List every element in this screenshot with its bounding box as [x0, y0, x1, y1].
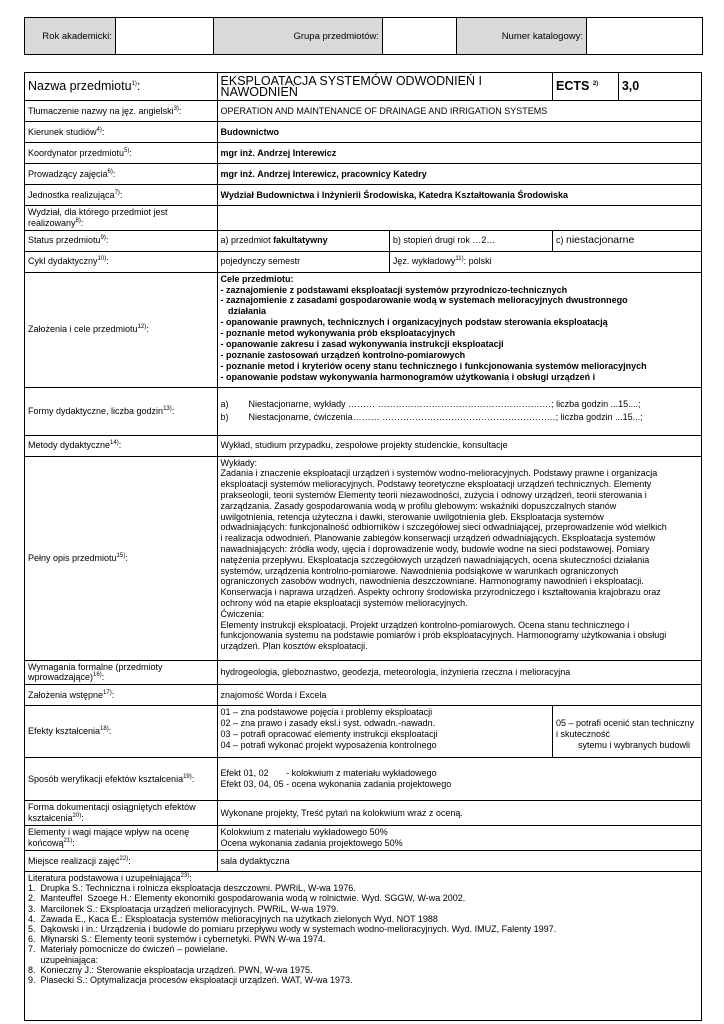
description-line: ograniczonych zasobów wodnych, nawodnienia deszczowniane. Harmonogramy nawodnień i eksploatacji. — [220, 576, 644, 587]
requirements-value: hydrogeologia, gleboznastwo, geodezja, meteorologia, inżynieria rzeczna i melioracyjna — [217, 660, 701, 685]
documentation-label: Forma dokumentacji osiągniętych efektów kształcenia$^{20)}$: — [25, 801, 218, 826]
place-row — [25, 851, 702, 872]
weights-row — [25, 826, 702, 851]
department-row — [25, 206, 702, 231]
goals-line: działania — [220, 306, 267, 317]
coordinator-row — [25, 143, 702, 164]
goals-line: - zaznajomienie z podstawami eksploatacji systemów przyrodniczo-technicznych — [220, 284, 568, 295]
course-name-row — [25, 73, 702, 101]
subject-group-field[interactable] — [383, 18, 457, 55]
literature-item: 3. Marcilonek S.: Eksploatacja urządzeń melioracyjnych. PWRiL, W-wa 1979. — [28, 903, 339, 914]
unit-value: Wydział Budownictwa i Inżynierii Środowiska, Katedra Kształtowania Środowiska — [217, 185, 701, 206]
forms-label: Formy dydaktyczne, liczba godzin$^{13)}$: — [25, 387, 218, 435]
status-c: c) niestacjonarne — [552, 230, 701, 251]
academic-year-field[interactable] — [116, 18, 214, 55]
translation-row — [25, 101, 702, 122]
literature-item: 7. Materiały pomocnicze do ćwiczeń – powielane. — [28, 944, 228, 955]
literature-item: 9. Piasecki S.: Optymalizacja procesów eksploatacji urządzeń. WAT, W-wa 1973. — [28, 975, 353, 986]
verification-line: Efekt 03, 04, 05 - ocena wykonania zadania projektowego — [220, 779, 452, 790]
department-label: Wydział, dla którego przedmiot jest realizowany$^{8)}$: — [25, 206, 218, 231]
description-row — [25, 456, 702, 660]
coordinator-label: Koordynator przedmiotu$^{5)}$: — [25, 143, 218, 164]
description-line: i realizacja odwodnień. Planowanie zabiegów konserwacji urządzeń odwadniających. Eksploatacja systemów — [220, 533, 656, 544]
ects-value: 3,0 — [618, 73, 701, 101]
cycle-label: Cykl dydaktyczny$^{10)}$: — [25, 251, 218, 272]
academic-year-label: Rok akademicki: — [25, 18, 116, 55]
cycle-row — [25, 251, 702, 272]
subject-group-label: Grupa przedmiotów: — [214, 18, 383, 55]
goals-label: Założenia i cele przedmiotu$^{12)}$: — [25, 272, 218, 387]
goals-value — [217, 272, 701, 387]
verification-row — [25, 758, 702, 801]
description-line: nawadniających: źródła wody, ujęcia i doprowadzenie wody, budowle wodne na sieci podstawowej. Pomiary — [220, 543, 650, 554]
forms-value — [217, 387, 701, 435]
literature-item: 1. Drupka S.: Techniczna i rolnicza eksploatacja deszczowni. PWRiL, W-wa 1976. — [28, 883, 356, 894]
course-form — [24, 72, 702, 1021]
effects-left — [217, 706, 552, 758]
literature-item: 4. Zawada E., Kaca E.: Eksploatacja systemów melioracyjnych na użytkach zielonych Wyd. NOT 1988 — [28, 913, 438, 924]
literature-item: uzupełniająca: — [28, 954, 99, 965]
status-a: a) przedmiot fakultatywny — [217, 230, 389, 251]
weight-line: Kolokwium z materiału wykładowego 50% — [220, 827, 388, 838]
goals-row — [25, 272, 702, 387]
literature-label: Literatura podstawowa i uzupełniająca$^{23)}$: — [28, 873, 192, 883]
translation-label: Tłumaczenie nazwy na jęz. angielski$^{3)}$: — [25, 101, 218, 122]
forms-b-text: Niestacjonarne, ćwiczenia……… ……………………………………………….…; liczba godzin ...15...; — [248, 412, 643, 423]
catalog-number-label: Numer katalogowy: — [457, 18, 587, 55]
description-line: Konserwacja i naprawa urządzeń. Aspekty ochrony środowiska przyrodniczego i kształtowania krajobrazu oraz — [220, 587, 661, 598]
status-row — [25, 230, 702, 251]
course-name-value: EKSPLOATACJA SYSTEMÓW ODWODNIEŃ I NAWODNIEŃ — [217, 73, 552, 101]
methods-value: Wykład, studium przypadku, zespołowe projekty studenckie, konsultacje — [217, 435, 701, 456]
header-table — [24, 17, 703, 55]
weights-value — [217, 826, 701, 851]
prereq-label: Założenia wstępne$^{17)}$: — [25, 685, 218, 706]
course-name-label: Nazwa przedmiotu$^{1)}$: — [25, 73, 218, 101]
forms-a-letter: a) — [220, 399, 229, 410]
effect-item: 03 – potrafi opracować elementy instrukcji eksploatacji — [220, 729, 438, 739]
description-line: uwilgotnienia, retencja użyteczna i dawki, sterowanie uwilgotnienia gleb. Eksploatacja systemów — [220, 511, 604, 522]
description-line: Zadania i znaczenie eksploatacji urządzeń i systemów wodno-melioracyjnych. Podstawy prawne i organizacja — [220, 468, 658, 479]
goals-line: - zaznajomienie z zasadami gospodarowanie wodą w systemach melioracyjnych dwustronnego — [220, 295, 628, 306]
description-line: Wykłady: — [220, 457, 257, 468]
literature-cell — [25, 872, 702, 1021]
literature-item: 5. Dąkowski i in.: Urządzenia i budowle do pomiaru przepływu wody w systemach wodno-melioracyjnych. Wyd. IMUZ, Falenty 1997. — [28, 924, 557, 935]
status-label: Status przedmiotu$^{9)}$: — [25, 230, 218, 251]
requirements-label: Wymagania formalne (przedmioty wprowadzające)$^{16)}$: — [25, 660, 218, 685]
unit-label: Jednostka realizująca$^{7)}$: — [25, 185, 218, 206]
prereq-value: znajomość Worda i Excela — [217, 685, 701, 706]
description-line: urządzeń. Plan kosztów eksploatacji. — [220, 641, 368, 652]
documentation-row — [25, 801, 702, 826]
verification-label: Sposób weryfikacji efektów kształcenia$^{19)}$: — [25, 758, 218, 801]
weights-label: Elementy i wagi mające wpływ na ocenę końcową$^{21)}$: — [25, 826, 218, 851]
methods-label: Metody dydaktyczne$^{14)}$: — [25, 435, 218, 456]
goals-line: - opanowanie prawnych, technicznych i organizacyjnych podstaw sterowania eksploatacją — [220, 317, 608, 328]
field-value: Budownictwo — [217, 122, 701, 143]
forms-b-letter: b) — [220, 412, 229, 423]
forms-row — [25, 387, 702, 435]
literature-item: 6. Młynarski S.: Elementy teorii systemów i cybernetyki. PWN W-wa 1974. — [28, 934, 326, 945]
status-b: b) stopień drugi rok …2… — [389, 230, 552, 251]
effects-right — [552, 706, 701, 758]
place-value: sala dydaktyczna — [217, 851, 701, 872]
description-line: zarządzania. Zasady gospodarowania wodą w profilu glebowym: wskaźniki dopuszczalnych stanów — [220, 500, 617, 511]
weight-line: Ocena wykonania zadania projektowego 50% — [220, 838, 403, 849]
goals-line: - poznanie metod i kryteriów oceny stanu technicznego i funkcjonowania systemów melioracyjnych — [220, 360, 647, 371]
effect-item: 02 – zna prawo i zasady eksl.i syst. odwadn.-nawadn. — [220, 718, 436, 729]
description-line: funkcjonowania systemu na podstawie pomiarów i prób eksploatacyjnych. Harmonogramy użytkowania i obsługi — [220, 630, 667, 641]
goals-line: - opanowanie podstaw wykonywania harmonogramów użytkowania i obsługi urządzeń i — [220, 371, 596, 382]
literature-row — [25, 872, 702, 1021]
goals-line: - opanowanie zakresu i zasad wykonywania instrukcji eksploatacji — [220, 339, 504, 350]
prereq-row — [25, 685, 702, 706]
cycle-value: pojedynczy semestr — [217, 251, 389, 272]
literature-item: 8. Konieczny J.: Sterowanie eksploatacja urządzeń. PWN, W-wa 1975. — [28, 964, 313, 975]
coordinator-value: mgr inż. Andrzej Interewicz — [217, 143, 701, 164]
language-cell: Jęz. wykładowy$^{11)}$: polski — [389, 251, 701, 272]
effect-item: sytemu i wybranych budowli — [577, 740, 691, 750]
documentation-value: Wykonane projekty, Treść pytań na kolokwium wraz z oceną. — [217, 801, 701, 826]
description-line: systemów, urządzenia kontrolno-pomiarowe. Nawodnienia podsiąkowe w warunkach ograniczonych — [220, 565, 619, 576]
methods-row — [25, 435, 702, 456]
description-line: odwadniających: funkcjonalność odbiorników i szczegółowej sieci odwadniającej, przeprowadzenie wód wielkich — [220, 522, 667, 533]
description-line: ochrony wód na etapie eksploatacji systemów melioracyjnych. — [220, 597, 468, 608]
effect-item: 04 – potrafi wykonać projekt wyposażenia kontrolnego — [220, 739, 437, 750]
catalog-number-field[interactable] — [587, 18, 703, 55]
field-label: Kierunek studiów$^{4)}$: — [25, 122, 218, 143]
teachers-value: mgr inż. Andrzej Interewicz, pracownicy Katedry — [217, 164, 701, 185]
description-value — [217, 456, 701, 660]
department-value — [217, 206, 701, 231]
effects-label: Efekty kształcenia$^{18)}$: — [25, 706, 218, 758]
forms-a-text: Niestacjonarne, wykłady ……… ……………………………………………….…; liczba godzin ...15....; — [248, 399, 641, 410]
goals-line: Cele przedmiotu: — [220, 273, 294, 284]
effects-row — [25, 706, 702, 758]
description-line: eksploatacji systemów melioracyjnych. Podstawy teoretyczne eksploatacji urządzeń technicznych. Elementy — [220, 479, 652, 490]
description-line: natężenia przepływu. Eksploatacja szczegółowych urządzeń nawadniających, ocena skuteczności działania — [220, 554, 650, 565]
unit-row — [25, 185, 702, 206]
verification-line: Efekt 01, 02 - kolokwium z materiału wykładowego — [220, 768, 437, 779]
description-label: Pełny opis przedmiotu$^{15)}$: — [25, 456, 218, 660]
teachers-label: Prowadzący zajęcia$^{6)}$: — [25, 164, 218, 185]
literature-item: 2. Manteuffel Szoege H.: Elementy ekonomiki gospodarowania wodą w rolnictwie. Wyd. SGGW, W-wa 2002. — [28, 893, 466, 904]
goals-line: - poznanie zastosowań urządzeń kontrolno-pomiarowych — [220, 349, 466, 360]
description-line: prakseologii, teorii systemów Elementy teorii niezawodności, zużycia i odnowy urządzeń, teorii sterowania i — [220, 489, 647, 500]
goals-line: - poznanie metod wykonywania prób eksploatacyjnych — [220, 328, 456, 339]
requirements-row — [25, 660, 702, 685]
teachers-row — [25, 164, 702, 185]
effect-item: 01 – zna podstawowe pojęcia i problemy eksploatacji — [220, 707, 433, 718]
ects-label: ECTS $^{2)}$ — [552, 73, 618, 101]
verification-value — [217, 758, 701, 801]
description-line: Elementy instrukcji eksploatacji. Projekt urządzeń kontrolno-pomiarowych. Ocena stanu technicznego i — [220, 619, 630, 630]
translation-value: OPERATION AND MAINTENANCE OF DRAINAGE AND IRRIGATION SYSTEMS — [217, 101, 701, 122]
effect-item: 05 – potrafi ocenić stan techniczny i skuteczność — [555, 718, 695, 740]
field-row — [25, 122, 702, 143]
description-line: Ćwiczenia: — [220, 608, 265, 619]
place-label: Miejsce realizacji zajęć$^{22)}$: — [25, 851, 218, 872]
